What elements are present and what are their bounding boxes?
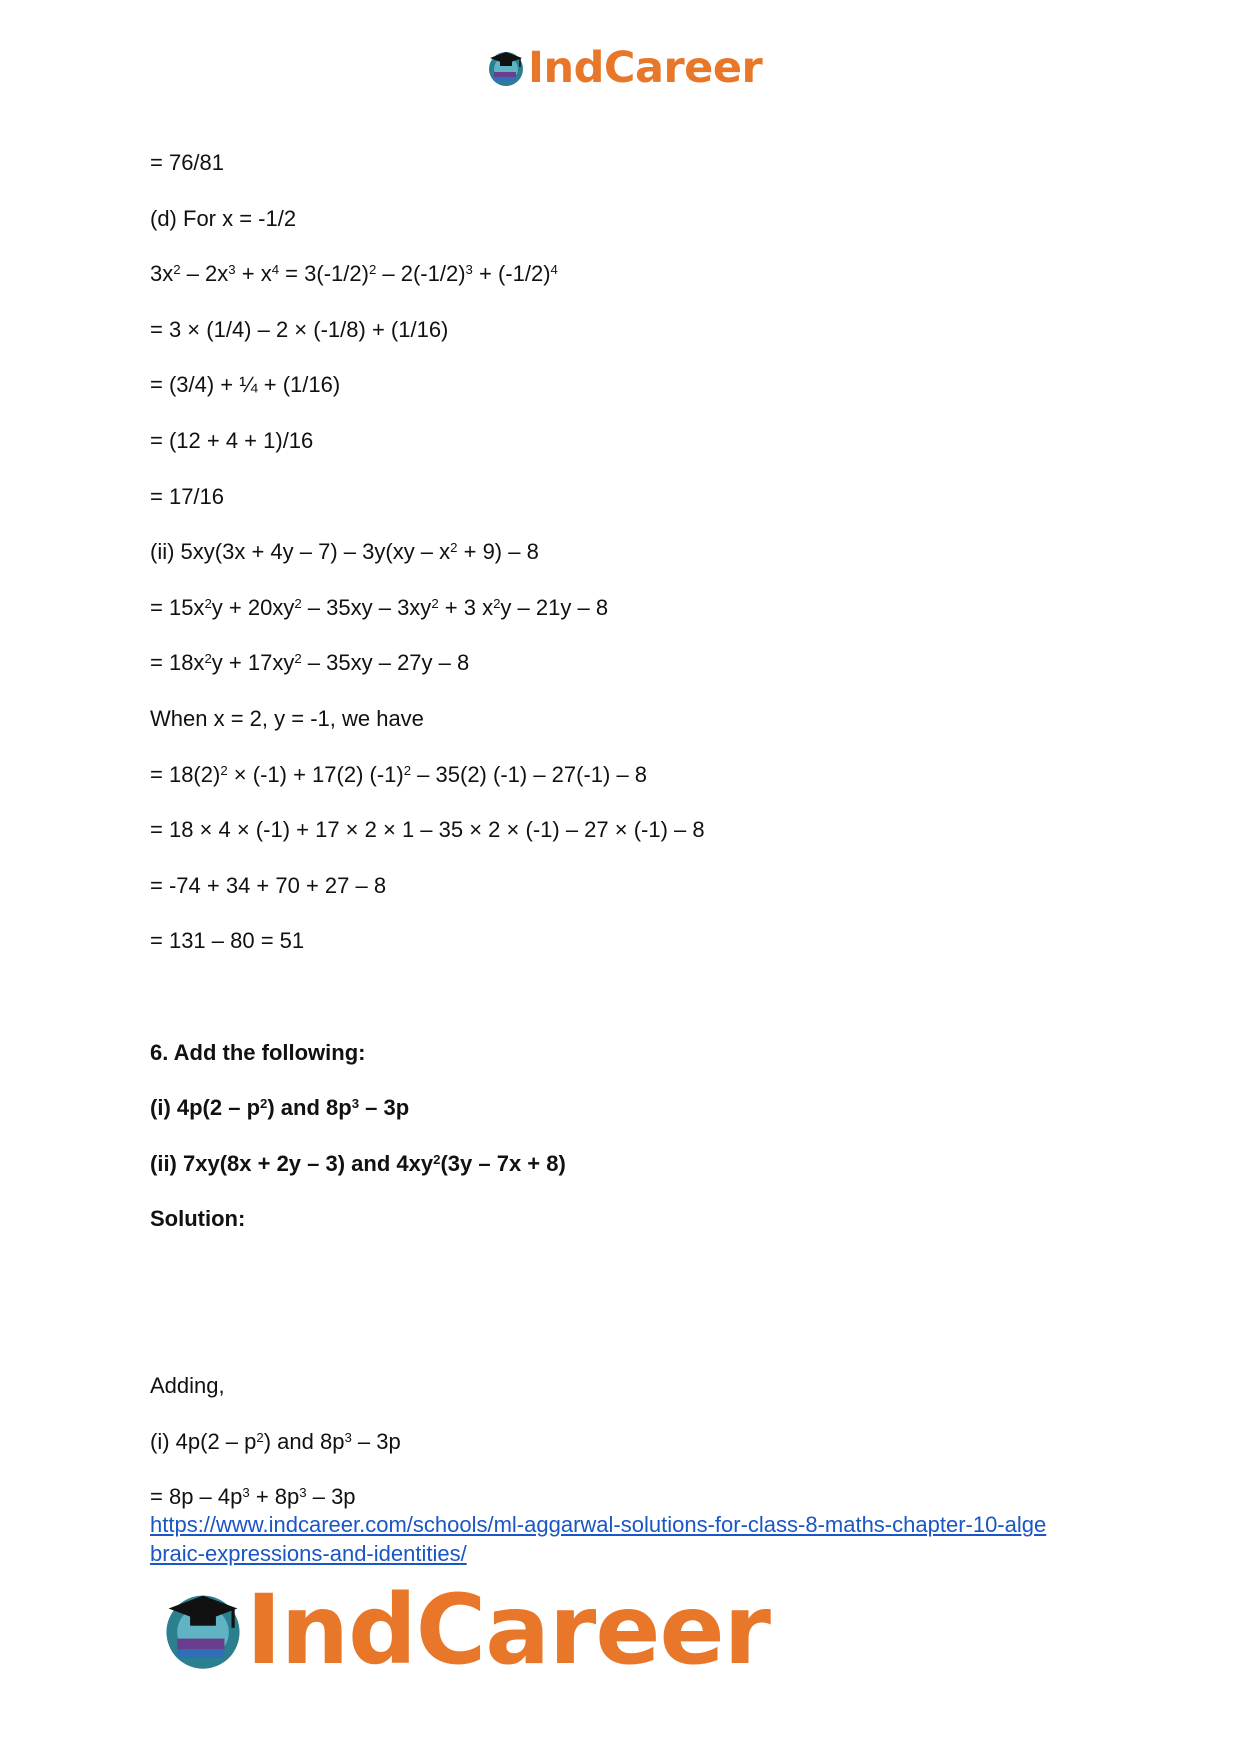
header-logo — [486, 40, 762, 96]
superscript: 2 — [294, 595, 302, 611]
text-line — [150, 426, 1110, 482]
text-run: = 8p – 4p — [150, 1484, 243, 1510]
superscript: 2 — [220, 762, 228, 778]
text-line — [150, 926, 1110, 982]
text-line — [150, 315, 1110, 371]
solution-text — [150, 148, 1110, 1538]
text-run: + (-1/2) — [472, 261, 551, 287]
superscript: 3 — [351, 1095, 360, 1111]
footer-logo — [160, 1575, 770, 1685]
text-run: – 3p — [351, 1428, 401, 1454]
text-run: – 35xy – 27y – 8 — [301, 650, 470, 676]
text-line — [150, 871, 1110, 927]
source-link-line-1[interactable]: https://www.indcareer.com/schools/ml-aggarwal-solutions-for-class-8-maths-chapter-10-alge — [150, 1512, 1047, 1537]
text-run: = 3(-1/2) — [279, 261, 369, 287]
superscript: 2 — [204, 651, 212, 667]
text-run: – 3p — [359, 1095, 410, 1121]
text-run: + x — [235, 261, 272, 287]
text-run: – 2x — [180, 261, 229, 287]
graduation-cap-book-icon — [160, 1587, 246, 1673]
blank-line — [150, 1315, 1110, 1371]
text-run: (d) For x = -1/2 — [150, 205, 297, 231]
text-run: – 3p — [306, 1484, 356, 1510]
superscript: 2 — [431, 595, 439, 611]
text-line — [150, 1204, 1110, 1260]
superscript: 2 — [204, 595, 212, 611]
text-line — [150, 1038, 1110, 1094]
text-run: Adding, — [150, 1373, 225, 1399]
text-run: When x = 2, y = -1, we have — [150, 705, 424, 731]
text-run: y + 20xy — [211, 594, 295, 620]
blank-line — [150, 1260, 1110, 1316]
text-line — [150, 1427, 1110, 1483]
text-run: y + 17xy — [211, 650, 295, 676]
text-line — [150, 482, 1110, 538]
text-run: = 3 × (1/4) – 2 × (-1/8) + (1/16) — [150, 316, 449, 342]
superscript: 3 — [242, 1485, 250, 1500]
superscript: 2 — [450, 539, 458, 555]
text-run: (ii) 5xy(3x + 4y – 7) – 3y(xy – x — [150, 539, 451, 565]
text-run: – 2(-1/2) — [376, 261, 466, 287]
text-run: (i) 4p(2 – p — [150, 1095, 261, 1121]
text-line — [150, 815, 1110, 871]
text-run: = 18(2) — [150, 761, 221, 787]
text-run: 3x — [150, 261, 174, 287]
text-run: = (3/4) + ¼ + (1/16) — [150, 372, 341, 398]
superscript: 3 — [465, 261, 473, 277]
logo-text: IndCareer — [246, 1574, 770, 1686]
text-run: = -74 + 34 + 70 + 27 – 8 — [150, 872, 387, 898]
superscript: 3 — [299, 1485, 307, 1500]
text-line — [150, 1371, 1110, 1427]
text-line — [150, 148, 1110, 204]
blank-line — [150, 982, 1110, 1038]
text-run: + 3 x — [438, 594, 494, 620]
text-run: + 8p — [249, 1484, 300, 1510]
text-run: ) and 8p — [263, 1428, 345, 1454]
superscript: 2 — [433, 1151, 441, 1167]
text-run: Solution: — [150, 1206, 246, 1232]
superscript: 4 — [550, 261, 558, 277]
text-run: = 15x — [150, 594, 205, 620]
superscript: 2 — [493, 595, 501, 611]
source-link-block — [150, 1510, 1110, 1568]
text-run: = 17/16 — [150, 483, 225, 509]
text-run: – 35(2) (-1) – 27(-1) – 8 — [411, 761, 648, 787]
text-run: = 76/81 — [150, 150, 225, 175]
superscript: 3 — [228, 261, 236, 277]
text-run: = 131 – 80 = 51 — [150, 928, 305, 954]
text-run: ) and 8p — [267, 1095, 352, 1121]
text-run: + 9) – 8 — [457, 539, 539, 565]
text-line — [150, 593, 1110, 649]
superscript: 4 — [271, 261, 280, 277]
superscript: 2 — [173, 261, 181, 277]
text-line — [150, 648, 1110, 704]
superscript: 2 — [260, 1095, 268, 1111]
text-run: = (12 + 4 + 1)/16 — [150, 427, 314, 453]
text-line — [150, 370, 1110, 426]
text-line — [150, 1093, 1110, 1149]
text-run: × (-1) + 17(2) (-1) — [227, 761, 404, 787]
text-line — [150, 704, 1110, 760]
logo-text: IndCareer — [528, 43, 763, 93]
text-run: = 18x — [150, 650, 205, 676]
text-run: (3y – 7x + 8) — [440, 1150, 566, 1176]
text-run: = 18 × 4 × (-1) + 17 × 2 × 1 – 35 × 2 × (-1) – 27 × (-1) – 8 — [150, 817, 705, 843]
superscript: 2 — [368, 261, 377, 277]
superscript: 3 — [344, 1429, 352, 1445]
text-run: (ii) 7xy(8x + 2y – 3) and 4xy — [150, 1150, 434, 1176]
source-link-line-2[interactable]: braic-expressions-and-identities/ — [150, 1541, 467, 1566]
text-run: y – 21y – 8 — [500, 594, 609, 620]
text-line — [150, 259, 1110, 315]
text-line — [150, 1149, 1110, 1205]
graduation-cap-book-icon — [486, 48, 526, 88]
text-line — [150, 537, 1110, 593]
superscript: 2 — [403, 762, 412, 778]
text-run: (i) 4p(2 – p — [150, 1428, 257, 1454]
text-line — [150, 204, 1110, 260]
superscript: 2 — [256, 1429, 264, 1445]
text-line — [150, 760, 1110, 816]
text-run: 6. Add the following: — [150, 1039, 366, 1065]
superscript: 2 — [294, 651, 302, 667]
text-run: – 35xy – 3xy — [301, 594, 432, 620]
